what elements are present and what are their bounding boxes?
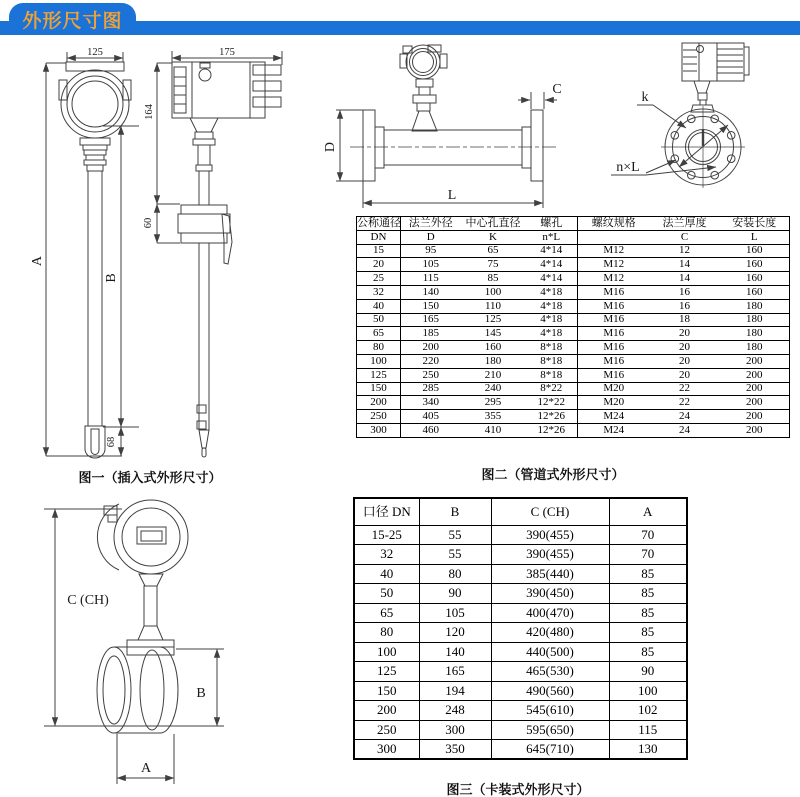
table-cell: 200	[720, 410, 790, 424]
table-cell: 70	[609, 545, 687, 565]
header-cell: 螺纹规格	[578, 217, 650, 231]
table-row	[354, 545, 687, 565]
table-cell: 100	[357, 354, 401, 368]
table-cell: 105	[419, 603, 491, 623]
table-cell: 250	[354, 720, 419, 740]
figure3-caption: 图三（卡装式外形尺寸）	[446, 782, 590, 797]
table-cell: 65	[461, 244, 526, 258]
table2-header-row1	[357, 217, 790, 231]
table-cell: 285	[401, 382, 461, 396]
table-cell: 160	[720, 272, 790, 286]
table-cell: 420(480)	[491, 623, 609, 643]
table-cell: 16	[650, 299, 720, 313]
table-row	[354, 525, 687, 545]
table-cell: 14	[650, 258, 720, 272]
table-row	[357, 341, 790, 355]
table-cell: 4*18	[526, 285, 578, 299]
table-cell: 4*14	[526, 272, 578, 286]
table-cell: M16	[578, 313, 650, 327]
table-cell: 85	[609, 642, 687, 662]
table-cell: 460	[401, 423, 461, 437]
dim-L-label: L	[447, 188, 457, 203]
table-cell: 160	[720, 285, 790, 299]
table-cell: 390(455)	[491, 545, 609, 565]
table-cell: 20	[650, 341, 720, 355]
table-row	[357, 368, 790, 382]
table-cell: 4*18	[526, 313, 578, 327]
table-cell: 32	[354, 545, 419, 565]
table-cell: 160	[461, 341, 526, 355]
table-cell: M12	[578, 272, 650, 286]
header-cell: C (CH)	[491, 498, 609, 525]
table-row	[357, 258, 790, 272]
table3-header-row	[354, 498, 687, 525]
table-cell: 4*18	[526, 327, 578, 341]
table-cell: 4*14	[526, 244, 578, 258]
table-cell: 15-25	[354, 525, 419, 545]
table-cell: 465(530)	[491, 662, 609, 682]
table-cell: 22	[650, 382, 720, 396]
table-cell: 4*18	[526, 299, 578, 313]
table-cell: M20	[578, 396, 650, 410]
header-cell: K	[461, 230, 526, 244]
table-cell: 102	[609, 701, 687, 721]
dim-164-label: 164	[144, 104, 155, 120]
table-cell: 180	[461, 354, 526, 368]
table-cell: 160	[720, 258, 790, 272]
table-cell: 24	[650, 423, 720, 437]
clamp-dimension-table	[353, 497, 688, 760]
table-cell: 18	[650, 313, 720, 327]
table-cell: 25	[357, 272, 401, 286]
table-cell: M12	[578, 258, 650, 272]
table-cell: 125	[357, 368, 401, 382]
table-cell: 8*22	[526, 382, 578, 396]
table-row	[354, 564, 687, 584]
table-cell: 85	[609, 564, 687, 584]
table-cell: 115	[401, 272, 461, 286]
table-row	[357, 423, 790, 437]
table-cell: 385(440)	[491, 564, 609, 584]
table-cell: 20	[650, 327, 720, 341]
table-cell: M16	[578, 354, 650, 368]
dim-B-label: B	[104, 273, 119, 283]
dim-A-label: A	[30, 255, 45, 267]
header-cell: 法兰外径	[401, 217, 461, 231]
table-cell: M20	[578, 382, 650, 396]
figure2-pipe-drawing	[323, 36, 570, 218]
table-cell: M24	[578, 423, 650, 437]
table-row	[354, 603, 687, 623]
table-cell: 340	[401, 396, 461, 410]
dim-D-label: D	[323, 141, 338, 153]
table-cell: 248	[419, 701, 491, 721]
table-cell: 8*18	[526, 354, 578, 368]
dim-nxl-label: n×L	[616, 160, 640, 175]
table-cell: 40	[354, 564, 419, 584]
table-cell: 595(650)	[491, 720, 609, 740]
table-cell: 350	[419, 740, 491, 760]
table-cell: 400(470)	[491, 603, 609, 623]
table-cell: 140	[401, 285, 461, 299]
table-row	[354, 662, 687, 682]
table-row	[357, 410, 790, 424]
table-cell: 4*14	[526, 258, 578, 272]
table-cell: 200	[401, 341, 461, 355]
table-cell: 12	[650, 244, 720, 258]
table-cell: 32	[357, 285, 401, 299]
table-cell: M16	[578, 368, 650, 382]
header-cell: D	[401, 230, 461, 244]
table-cell: 390(455)	[491, 525, 609, 545]
header-cell: C	[650, 230, 720, 244]
table-cell: 12*26	[526, 410, 578, 424]
figure1-insertion-drawing	[28, 38, 330, 466]
table-cell: 545(610)	[491, 701, 609, 721]
table-cell: 80	[419, 564, 491, 584]
header-cell: 口径 DN	[354, 498, 419, 525]
figure1-caption: 图一（插入式外形尺寸）	[78, 470, 222, 485]
table-cell: 140	[419, 642, 491, 662]
table-cell: 14	[650, 272, 720, 286]
header-cell: DN	[357, 230, 401, 244]
dim-a-label: A	[140, 761, 152, 776]
header-cell: 法兰厚度	[650, 217, 720, 231]
table-cell: 12*26	[526, 423, 578, 437]
table-cell: 80	[354, 623, 419, 643]
table-cell: 90	[609, 662, 687, 682]
table-cell: 70	[609, 525, 687, 545]
table-cell: 8*18	[526, 341, 578, 355]
figure2-endview-drawing	[598, 36, 800, 218]
dim-68-label: 68	[106, 436, 117, 448]
table-row	[357, 313, 790, 327]
table-row	[354, 623, 687, 643]
header-cell: B	[419, 498, 491, 525]
table-cell: 130	[609, 740, 687, 760]
table-row	[354, 701, 687, 721]
table-cell: 165	[419, 662, 491, 682]
table-row	[354, 681, 687, 701]
table-cell: 125	[354, 662, 419, 682]
header-cell: 中心孔直径	[461, 217, 526, 231]
table-cell: 100	[461, 285, 526, 299]
table-cell: 300	[419, 720, 491, 740]
table-cell: 300	[357, 423, 401, 437]
table-cell: 95	[401, 244, 461, 258]
table-cell: 150	[357, 382, 401, 396]
banner-tab	[9, 3, 136, 35]
table-cell: 65	[357, 327, 401, 341]
table-cell: 405	[401, 410, 461, 424]
table-cell: 120	[419, 623, 491, 643]
table-cell: 490(560)	[491, 681, 609, 701]
page-title: 外形尺寸图	[22, 10, 123, 32]
table2-header-row2	[357, 230, 790, 244]
table-cell: 50	[357, 313, 401, 327]
header-cell: 安装长度	[720, 217, 790, 231]
table-cell: M12	[578, 244, 650, 258]
table-cell: 200	[720, 423, 790, 437]
table-cell: 20	[650, 354, 720, 368]
table-cell: 100	[609, 681, 687, 701]
table-cell: 645(710)	[491, 740, 609, 760]
dim-C-label: C	[552, 82, 562, 97]
table-cell: M16	[578, 299, 650, 313]
table-row	[357, 272, 790, 286]
table-cell: 24	[650, 410, 720, 424]
dim-175-label: 175	[219, 47, 235, 58]
table-cell: 180	[720, 299, 790, 313]
table-cell: M16	[578, 327, 650, 341]
dim-cch-label: C (CH)	[67, 593, 109, 608]
table-cell: 65	[354, 603, 419, 623]
table-cell: 200	[354, 701, 419, 721]
table-row	[354, 740, 687, 760]
table-cell: 150	[354, 681, 419, 701]
table-row	[354, 720, 687, 740]
table-cell: 194	[419, 681, 491, 701]
table-cell: 165	[401, 313, 461, 327]
table-cell: 50	[354, 584, 419, 604]
dim-125-label: 125	[87, 47, 103, 58]
header-cell: L	[720, 230, 790, 244]
table-cell: 250	[401, 368, 461, 382]
header-cell	[578, 230, 650, 244]
table-cell: 16	[650, 285, 720, 299]
table-row	[357, 244, 790, 258]
table-row	[357, 396, 790, 410]
table-cell: 115	[609, 720, 687, 740]
table-cell: M16	[578, 285, 650, 299]
table-cell: 200	[357, 396, 401, 410]
table-cell: 180	[720, 313, 790, 327]
header-cell: 螺孔	[526, 217, 578, 231]
table-cell: 15	[357, 244, 401, 258]
table-cell: 85	[461, 272, 526, 286]
header-cell: A	[609, 498, 687, 525]
table-cell: 85	[609, 603, 687, 623]
table-cell: 200	[720, 382, 790, 396]
table-cell: 200	[720, 354, 790, 368]
table-cell: 8*18	[526, 368, 578, 382]
table-cell: 12*22	[526, 396, 578, 410]
table-cell: 85	[609, 623, 687, 643]
table-cell: 20	[357, 258, 401, 272]
table-cell: 440(500)	[491, 642, 609, 662]
table-row	[354, 584, 687, 604]
table-cell: 105	[401, 258, 461, 272]
table-cell: 80	[357, 341, 401, 355]
table-cell: M24	[578, 410, 650, 424]
dim-b-label: B	[196, 686, 206, 701]
table-cell: 200	[720, 368, 790, 382]
table-cell: 220	[401, 354, 461, 368]
table-row	[357, 299, 790, 313]
table-cell: 22	[650, 396, 720, 410]
table-cell: 100	[354, 642, 419, 662]
table-cell: 20	[650, 368, 720, 382]
table-cell: 210	[461, 368, 526, 382]
figure2-caption: 图二（管道式外形尺寸）	[481, 467, 625, 482]
table-cell: 410	[461, 423, 526, 437]
table-cell: 180	[720, 327, 790, 341]
table-cell: 55	[419, 545, 491, 565]
table-cell: 110	[461, 299, 526, 313]
table-cell: 355	[461, 410, 526, 424]
table-row	[357, 382, 790, 396]
table-cell: 240	[461, 382, 526, 396]
table-row	[357, 327, 790, 341]
table-cell: 40	[357, 299, 401, 313]
table-cell: 250	[357, 410, 401, 424]
table-cell: 75	[461, 258, 526, 272]
table-cell: 145	[461, 327, 526, 341]
table-cell: 180	[720, 341, 790, 355]
dim-k-label: k	[641, 90, 649, 105]
table-cell: 160	[720, 244, 790, 258]
table-cell: 300	[354, 740, 419, 760]
table-cell: 125	[461, 313, 526, 327]
table-cell: M16	[578, 341, 650, 355]
header-cell: 公称通径	[357, 216, 401, 229]
table-row	[357, 285, 790, 299]
table-cell: 150	[401, 299, 461, 313]
dim-60-label: 60	[143, 217, 154, 229]
figure3-clamp-drawing	[25, 495, 337, 797]
table-row	[357, 354, 790, 368]
table-cell: 295	[461, 396, 526, 410]
table-cell: 185	[401, 327, 461, 341]
table-cell: 55	[419, 525, 491, 545]
header-cell: n*L	[526, 230, 578, 244]
table-cell: 90	[419, 584, 491, 604]
table-cell: 85	[609, 584, 687, 604]
table-row	[354, 642, 687, 662]
table-cell: 390(450)	[491, 584, 609, 604]
flange-dimension-table	[356, 216, 790, 438]
table-cell: 200	[720, 396, 790, 410]
